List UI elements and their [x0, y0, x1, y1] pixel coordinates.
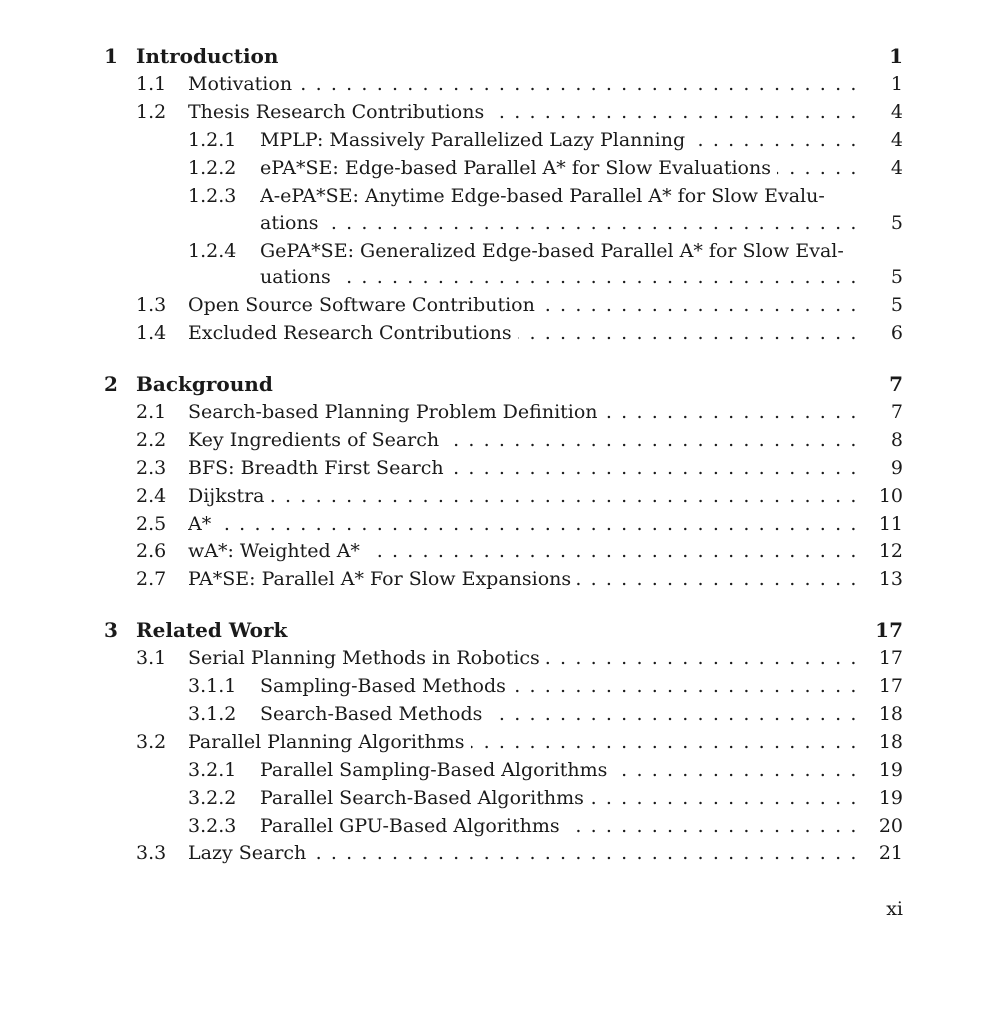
- toc-page-number: 5: [890, 294, 903, 316]
- toc-page-number: 17: [878, 675, 903, 697]
- toc-page-number: 1: [889, 44, 903, 68]
- toc-section-title: A* . . .: [188, 511, 858, 537]
- toc-entry[interactable]: [0, 538, 1001, 564]
- toc-chapter-title: Related Work: [136, 617, 836, 643]
- toc-subsection-number: 3.1.2: [188, 703, 237, 725]
- toc-page-number: 5: [890, 266, 903, 288]
- toc-page-number: 18: [878, 703, 903, 725]
- toc-entry[interactable]: [0, 71, 1001, 97]
- toc-section-number: 3.2: [136, 731, 167, 753]
- toc-section-number: 1.3: [136, 294, 167, 316]
- toc-entry[interactable]: [0, 511, 1001, 537]
- toc-entry[interactable]: [0, 427, 1001, 453]
- toc-subsection-number: 1.2.3: [188, 185, 237, 207]
- toc-entry[interactable]: [0, 99, 1001, 125]
- toc-section-number: 3.1: [136, 647, 167, 669]
- toc-entry[interactable]: [0, 757, 1001, 783]
- toc-chapter-number: 1: [104, 44, 118, 68]
- toc-section-title: Open Source Software Contribution . . .: [188, 292, 858, 318]
- toc-chapter-number: 2: [104, 372, 118, 396]
- toc-entry[interactable]: [0, 127, 1001, 153]
- toc-subsection-title-continuation: uations . . .: [260, 264, 858, 290]
- toc-entry[interactable]: [0, 238, 1001, 264]
- toc-section-title: PA*SE: Parallel A* For Slow Expansions . . .: [188, 566, 858, 592]
- toc-subsection-title: MPLP: Massively Parallelized Lazy Planning . . .: [260, 127, 858, 153]
- toc-section-title: Motivation . . .: [188, 71, 858, 97]
- toc-subsection-number: 3.1.1: [188, 675, 237, 697]
- toc-entry[interactable]: [0, 813, 1001, 839]
- toc-entry[interactable]: [0, 840, 1001, 866]
- toc-section-number: 1.1: [136, 73, 167, 95]
- toc-page-number: 19: [878, 787, 903, 809]
- toc-page-number: 10: [878, 485, 903, 507]
- toc-entry[interactable]: [0, 673, 1001, 699]
- toc-section-number: 2.5: [136, 513, 167, 535]
- toc-page-number: 17: [878, 647, 903, 669]
- toc-entry[interactable]: [0, 566, 1001, 592]
- toc-subsection-number: 3.2.1: [188, 759, 237, 781]
- toc-subsection-number: 1.2.4: [188, 240, 237, 262]
- toc-section-number: 3.3: [136, 842, 167, 864]
- toc-entry-continuation[interactable]: [0, 264, 1001, 290]
- toc-page-number: 4: [890, 101, 903, 123]
- toc-entry[interactable]: [0, 729, 1001, 755]
- toc-subsection-title: Search-Based Methods . . .: [260, 701, 858, 727]
- toc-page-number: 12: [878, 540, 903, 562]
- toc-subsection-number: 1.2.1: [188, 129, 237, 151]
- toc-subsection-title: Parallel GPU-Based Algorithms . . .: [260, 813, 858, 839]
- toc-entry[interactable]: [0, 320, 1001, 346]
- toc-page-number: 9: [890, 457, 903, 479]
- toc-page-number: 6: [890, 322, 903, 344]
- toc-subsection-title: A-ePA*SE: Anytime Edge-based Parallel A* for Slow Evalu-: [260, 183, 858, 209]
- toc-subsection-number: 1.2.2: [188, 157, 237, 179]
- toc-section-title: Parallel Planning Algorithms . . .: [188, 729, 858, 755]
- toc-chapter-2[interactable]: [0, 371, 1001, 397]
- toc-entry[interactable]: [0, 701, 1001, 727]
- toc-section-title: Dijkstra . . .: [188, 483, 858, 509]
- toc-chapter-3[interactable]: [0, 617, 1001, 643]
- toc-page-number: 5: [890, 212, 903, 234]
- toc-subsection-title: GePA*SE: Generalized Edge-based Parallel A* for Slow Eval-: [260, 238, 858, 264]
- toc-section-number: 2.7: [136, 568, 167, 590]
- toc-page-number: 20: [878, 815, 903, 837]
- toc-entry[interactable]: [0, 785, 1001, 811]
- toc-page-number: 13: [878, 568, 903, 590]
- toc-section-title: Search-based Planning Problem Definition . . .: [188, 399, 858, 425]
- toc-page-number: 4: [890, 129, 903, 151]
- toc-entry[interactable]: [0, 483, 1001, 509]
- toc-section-number: 2.4: [136, 485, 167, 507]
- toc-subsection-title: Sampling-Based Methods . . .: [260, 673, 858, 699]
- toc-page-number: 21: [878, 842, 903, 864]
- toc-entry[interactable]: [0, 155, 1001, 181]
- toc-entry[interactable]: [0, 183, 1001, 209]
- toc-section-title: wA*: Weighted A* . . .: [188, 538, 858, 564]
- toc-page-number: 18: [878, 731, 903, 753]
- toc-subsection-number: 3.2.3: [188, 815, 237, 837]
- toc-section-number: 2.6: [136, 540, 167, 562]
- toc-section-title: BFS: Breadth First Search . . .: [188, 455, 858, 481]
- toc-page-number: 19: [878, 759, 903, 781]
- toc-entry[interactable]: [0, 292, 1001, 318]
- toc-section-number: 1.4: [136, 322, 167, 344]
- toc-subsection-title: ePA*SE: Edge-based Parallel A* for Slow Evaluations . . .: [260, 155, 858, 181]
- toc-page-number: 8: [890, 429, 903, 451]
- toc-section-title: Lazy Search . . .: [188, 840, 858, 866]
- page-folio: xi: [886, 898, 903, 920]
- toc-section-number: 2.2: [136, 429, 167, 451]
- toc-section-title: Serial Planning Methods in Robotics . . .: [188, 645, 858, 671]
- toc-page-number: 11: [878, 513, 903, 535]
- toc-chapter-title: Background: [136, 371, 836, 397]
- toc-section-number: 2.1: [136, 401, 167, 423]
- toc-page-number: 7: [890, 401, 903, 423]
- toc-entry[interactable]: [0, 455, 1001, 481]
- toc-subsection-title: Parallel Sampling-Based Algorithms . . .: [260, 757, 858, 783]
- toc-page-number: 4: [890, 157, 903, 179]
- toc-entry[interactable]: [0, 399, 1001, 425]
- toc-section-number: 1.2: [136, 101, 167, 123]
- toc-subsection-title-continuation: ations . . .: [260, 210, 858, 236]
- toc-section-title: Excluded Research Contributions . . .: [188, 320, 858, 346]
- toc-chapter-1[interactable]: [0, 43, 1001, 69]
- toc-section-title: Thesis Research Contributions . . .: [188, 99, 858, 125]
- toc-chapter-number: 3: [104, 618, 118, 642]
- toc-subsection-title: Parallel Search-Based Algorithms . . .: [260, 785, 858, 811]
- toc-entry-continuation[interactable]: [0, 210, 1001, 236]
- toc-section-title: Key Ingredients of Search . . .: [188, 427, 858, 453]
- toc-subsection-number: 3.2.2: [188, 787, 237, 809]
- toc-page-number: 1: [890, 73, 903, 95]
- toc-entry[interactable]: [0, 645, 1001, 671]
- toc-page-number: 7: [889, 372, 903, 396]
- toc-section-number: 2.3: [136, 457, 167, 479]
- toc-page-number: 17: [875, 618, 903, 642]
- toc-chapter-title: Introduction: [136, 43, 836, 69]
